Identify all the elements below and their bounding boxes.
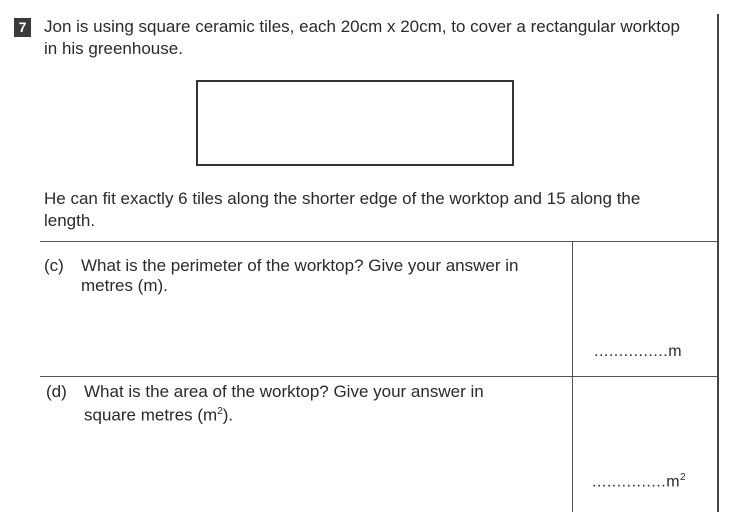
divider-top bbox=[40, 241, 718, 242]
question-intro: Jon is using square ceramic tiles, each 20cm x 20cm, to cover a rectangular worktop in his greenhouse. bbox=[44, 17, 680, 58]
question-number: 7 bbox=[14, 18, 31, 37]
divider-middle bbox=[40, 376, 718, 377]
right-margin-line bbox=[717, 14, 719, 512]
part-d-answer-dots: ............... bbox=[592, 473, 667, 491]
question-info: He can fit exactly 6 tiles along the shorter edge of the worktop and 15 along the length. bbox=[44, 189, 641, 230]
part-d-question-sup: 2 bbox=[217, 406, 223, 417]
part-d-answer-sup: 2 bbox=[680, 472, 687, 483]
part-c-answer-dots: ............... bbox=[594, 343, 669, 360]
part-c-question: What is the perimeter of the worktop? Give your answer in metres (m). bbox=[81, 256, 519, 295]
part-c-answer-field[interactable] bbox=[594, 343, 682, 361]
part-c-label: (c) bbox=[44, 256, 64, 275]
part-d-label: (d) bbox=[46, 382, 67, 401]
part-d-question-main: What is the area of the worktop? Give your answer in square metres (m bbox=[84, 382, 484, 425]
part-d-answer-field[interactable] bbox=[592, 472, 686, 491]
part-c-answer-unit: m bbox=[668, 343, 683, 360]
part-d-question bbox=[84, 382, 524, 426]
part-d-question-end: ). bbox=[222, 405, 234, 425]
part-d-answer-unit: m bbox=[666, 473, 681, 491]
worktop-diagram bbox=[196, 80, 514, 166]
